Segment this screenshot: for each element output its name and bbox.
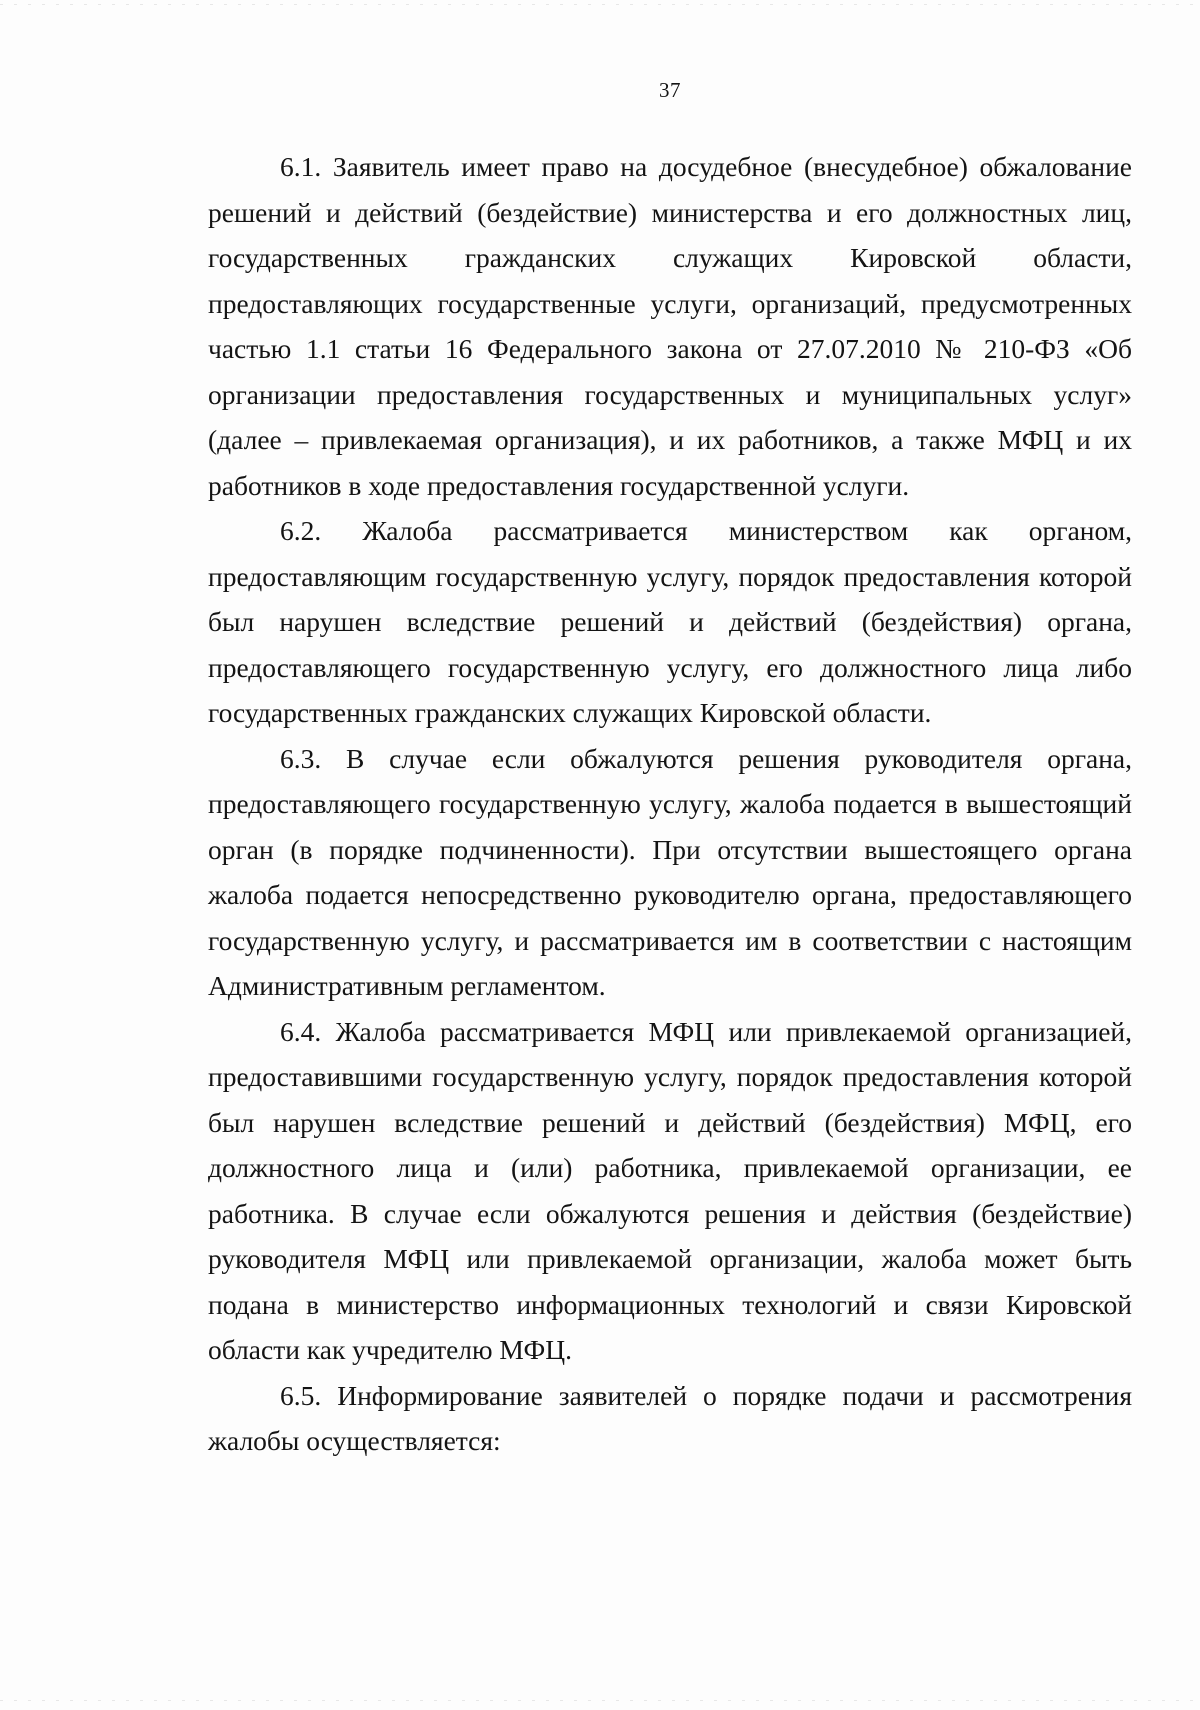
scan-edge-top [0, 4, 1200, 5]
page-number: 37 [659, 78, 681, 102]
paragraph-6-2: 6.2. Жалоба рассматривается министерством как органом, предоставляющим государственную услугу, порядок предоставления которой был нарушен вследствие решений и действий (бездействия) органа, предоставляющего государственную услугу, его должностного лица либо государственных гражданских служащих Кировской области. [208, 515, 1132, 728]
scan-edge-bottom [0, 1700, 1200, 1701]
paragraph-6-3: 6.3. В случае если обжалуются решения руководителя органа, предоставляющего государственную услугу, жалоба подается в вышестоящий орган (в порядке подчиненности). При отсутствии вышестоящего органа жалоба подается непосредственно руководителю органа, предоставляющего государственную услугу, и рассматривается им в соответствии с настоящим Административным регламентом. [208, 742, 1132, 1001]
document-body [208, 144, 1132, 1464]
paragraph-6-1: 6.1. Заявитель имеет право на досудебное (внесудебное) обжалование решений и действий (бездействие) министерства и его должностных лиц, государственных гражданских служащих Кировской области, предоставляющих государственные услуги, организаций, предусмотренных частью 1.1 статьи 16 Федерального закона от 27.07.2010 № 210-ФЗ «Об организации предоставления государственных и муниципальных услуг» (далее – привлекаемая организация), и их работников, а также МФЦ и их работников в ходе предоставления государственной услуги. [208, 151, 1132, 501]
paragraph-6-4: 6.4. Жалоба рассматривается МФЦ или привлекаемой организацией, предоставившими государственную услугу, порядок предоставления которой был нарушен вследствие решений и действий (бездействия) МФЦ, его должностного лица и (или) работника, привлекаемой организации, ее работника. В случае если обжалуются решения и действия (бездействие) руководителя МФЦ или привлекаемой организации, жалоба может быть подана в министерство информационных технологий и связи Кировской области как учредителю МФЦ. [208, 1015, 1132, 1365]
paragraph-6-5: 6.5. Информирование заявителей о порядке подачи и рассмотрения жалобы осуществляется: [208, 1379, 1132, 1456]
